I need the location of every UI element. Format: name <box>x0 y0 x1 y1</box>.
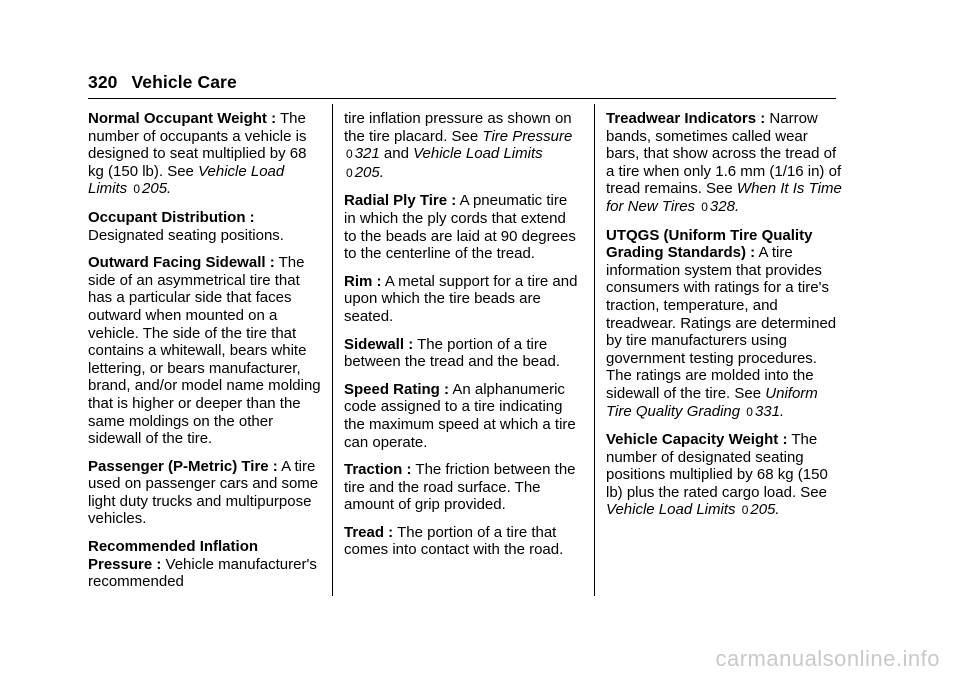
glossary-entry <box>88 209 324 244</box>
entry-term: Speed Rating : <box>344 380 450 398</box>
glossary-entry <box>344 524 580 559</box>
entry-term: Rim : <box>344 272 382 290</box>
entry-term: Recommended Inflation Pressure : <box>88 538 259 573</box>
cross-reference-link[interactable]: Tire Pressure <box>482 127 573 145</box>
entry-text: A metal support for a tire and upon which the tire beads are seated. <box>344 272 578 325</box>
entry-text: An alphanumeric code assigned to a tire indicating the maximum speed at which a tire can operate. <box>344 380 576 451</box>
entry-text: Vehicle manufacturer's recommended <box>88 555 317 591</box>
entry-text: The side of an asymmetrical tire that has a particular side that faces outward when mounted on a vehicle. The side of the tire that contains a whitewall, bears white lettering, or bears manufacturer, brand, and/or model name molding that is higher or deeper than the same moldings on the other sidewall of the tire. <box>88 254 321 448</box>
entry-term: Radial Ply Tire : <box>344 192 457 210</box>
page-ref-icon: 0 <box>741 503 749 518</box>
entry-text: A tire information system that provides consumers with ratings for a tire's traction, temperature, and treadwear. Ratings are determined by tire manufacturers using government testing procedures. The ratings are molded into the sidewall of the tire. See <box>606 244 837 402</box>
glossary-entry <box>344 381 580 451</box>
glossary-entry <box>606 110 842 217</box>
page-reference[interactable]: 205. <box>354 163 384 181</box>
column-divider <box>594 104 595 596</box>
page-ref-icon: 0 <box>701 199 708 214</box>
glossary-entry <box>344 336 580 371</box>
entry-text: The number of designated seating positions multiplied by 68 kg (150 lb) plus the rated cargo load. See <box>606 431 828 501</box>
entry-term: Passenger (P-Metric) Tire : <box>88 457 278 475</box>
entry-text: Designated seating positions. <box>88 226 284 244</box>
column-2 <box>344 110 580 569</box>
entry-term: Tread : <box>344 523 394 541</box>
page-number: 320 <box>88 72 118 92</box>
entry-text: and <box>379 145 414 163</box>
section-title: Vehicle Care <box>131 72 237 92</box>
entry-term: Sidewall : <box>344 335 414 353</box>
entry-text: Narrow bands, sometimes called wear bars, that show across the tread of a tire when only 1.6 mm (1/16 in) of tread remains. See <box>606 110 842 198</box>
cross-reference-link[interactable]: Vehicle Load Limits <box>606 501 736 519</box>
glossary-entry <box>88 254 324 448</box>
watermark: carmanualsonline.info <box>715 646 940 671</box>
glossary-entry <box>344 192 580 262</box>
page-reference[interactable]: 331. <box>754 402 785 420</box>
cross-reference-link[interactable]: Vehicle Load Limits <box>413 145 543 163</box>
entry-term: Outward Facing Sidewall : <box>88 254 275 272</box>
entry-text: The portion of a tire between the tread and the bead. <box>344 335 561 371</box>
glossary-entry <box>606 431 842 520</box>
page-reference[interactable]: 205. <box>750 501 780 519</box>
glossary-entry <box>606 227 842 422</box>
column-3 <box>606 110 842 530</box>
glossary-entry <box>88 110 324 199</box>
header-rule <box>88 98 836 99</box>
entry-text: The portion of a tire that comes into contact with the road. <box>344 523 564 559</box>
entry-term: Occupant Distribution : <box>88 208 255 226</box>
page-ref-icon: 0 <box>746 404 753 419</box>
cross-reference-link[interactable]: Uniform Tire Quality Grading <box>606 384 818 420</box>
entry-term: Normal Occupant Weight : <box>88 110 277 127</box>
page-header <box>88 72 237 93</box>
entry-text: The friction between the tire and the road surface. The amount of grip provided. <box>344 461 576 514</box>
cross-reference-link[interactable]: When It Is Time for New Tires <box>606 180 842 215</box>
page-reference[interactable]: 321 <box>354 145 380 163</box>
glossary-entry <box>88 538 324 591</box>
entry-text: tire inflation pressure as shown on the tire placard. See <box>344 110 572 145</box>
entry-term: Vehicle Capacity Weight : <box>606 431 788 449</box>
entry-text: The number of occupants a vehicle is designed to seat multiplied by 68 kg (150 lb). See <box>88 110 307 180</box>
page-ref-icon: 0 <box>133 182 141 197</box>
glossary-entry <box>344 461 580 514</box>
page-ref-icon: 0 <box>346 165 353 180</box>
entry-term: Traction : <box>344 461 412 479</box>
cross-reference-link[interactable]: Vehicle Load Limits <box>88 162 285 198</box>
glossary-entry <box>344 273 580 326</box>
page-ref-icon: 0 <box>346 147 353 162</box>
entry-text: A pneumatic tire in which the ply cords that extend to the beads are laid at 90 degrees to the centerline of the tread. <box>344 192 576 263</box>
page-reference[interactable]: 205. <box>142 180 172 198</box>
column-1 <box>88 110 324 601</box>
entry-text: A tire used on passenger cars and some light duty trucks and multipurpose vehicles. <box>88 457 319 528</box>
entry-term: UTQGS (Uniform Tire Quality Grading Standards) : <box>606 226 813 262</box>
entry-term: Treadwear Indicators : <box>606 110 766 127</box>
glossary-entry <box>344 110 580 182</box>
glossary-entry <box>88 458 324 528</box>
column-divider <box>332 104 333 596</box>
page-reference[interactable]: 328. <box>709 197 740 215</box>
